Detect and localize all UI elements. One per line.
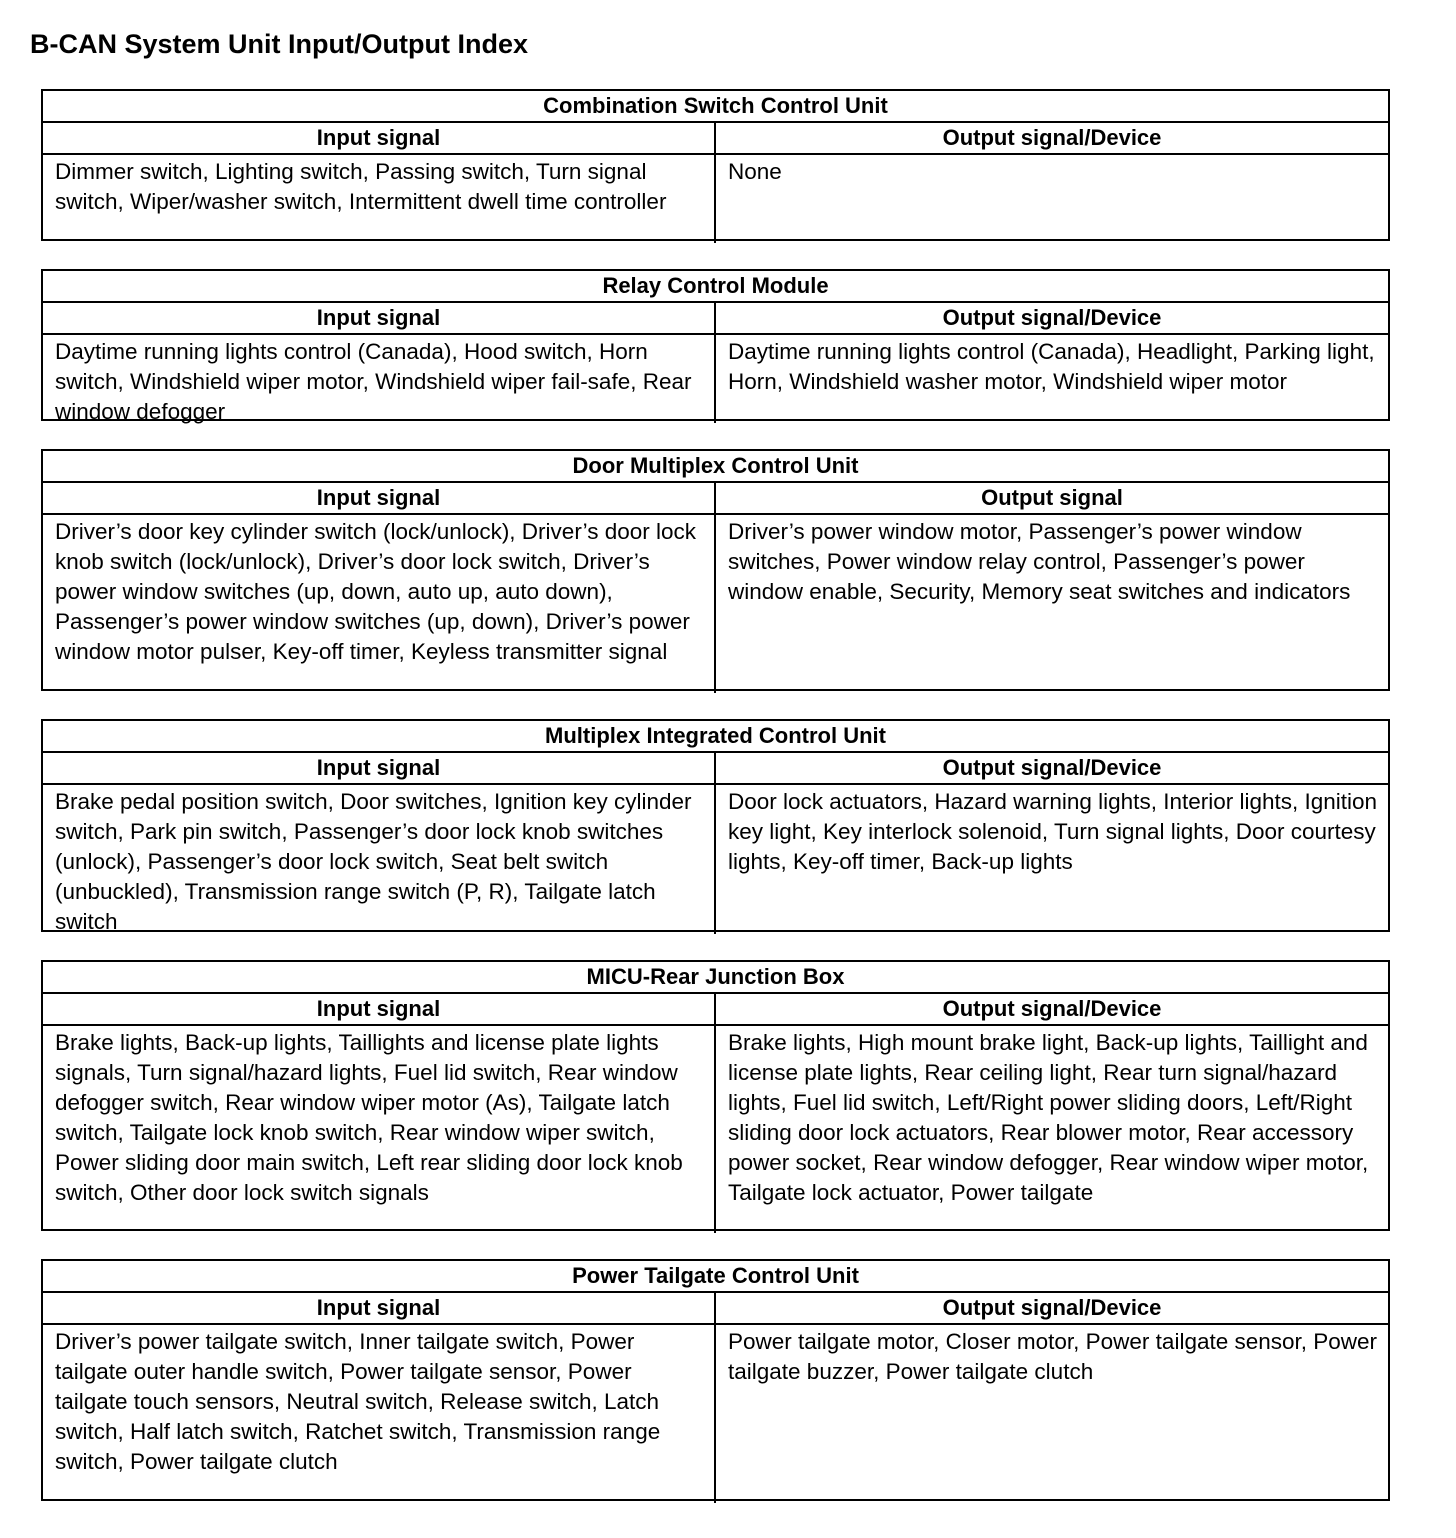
unit-title: Combination Switch Control Unit bbox=[43, 91, 1388, 123]
output-signal-header: Output signal bbox=[981, 485, 1123, 510]
page-title: B-CAN System Unit Input/Output Index bbox=[30, 29, 528, 59]
output-signal-header: Output signal/Device bbox=[942, 305, 1162, 330]
input-signal-cell: Driver’s power tailgate switch, Inner tailgate switch, Power tailgate outer handle switch, Power tailgate sensor, Power tailgate touch sensors, Neutral switch, Release switch, Latch switch, Half latch switch, Ratchet switch, Transmission range switch, Power tailgate clutch bbox=[43, 1325, 716, 1503]
output-signal-cell: Door lock actuators, Hazard warning lights, Interior lights, Ignition key light, Key interlock solenoid, Turn signal lights, Door courtesy lights, Key-off timer, Back-up lights bbox=[728, 789, 1378, 874]
input-signal-cell: Daytime running lights control (Canada), Hood switch, Horn switch, Windshield wiper motor, Windshield wiper fail-safe, Rear window defogger bbox=[43, 335, 716, 423]
unit-table-power-tailgate bbox=[41, 1259, 1390, 1501]
output-signal-header: Output signal/Device bbox=[942, 125, 1162, 150]
unit-table-micu-rear-junction-box bbox=[41, 960, 1390, 1231]
unit-title: MICU-Rear Junction Box bbox=[43, 962, 1388, 994]
output-signal-cell: Daytime running lights control (Canada), Headlight, Parking light, Horn, Windshield washer motor, Windshield wiper motor bbox=[728, 339, 1375, 394]
unit-table-multiplex-integrated bbox=[41, 719, 1390, 932]
input-signal-header: Input signal bbox=[43, 753, 716, 783]
column-header-row bbox=[43, 994, 1388, 1026]
table-row bbox=[43, 515, 1388, 693]
unit-title: Door Multiplex Control Unit bbox=[43, 451, 1388, 483]
output-signal-header: Output signal/Device bbox=[942, 755, 1162, 780]
output-signal-header: Output signal/Device bbox=[942, 1295, 1162, 1320]
input-signal-header: Input signal bbox=[43, 303, 716, 333]
unit-table-relay-control-module bbox=[41, 269, 1390, 424]
table-row bbox=[43, 785, 1388, 934]
input-signal-cell: Driver’s door key cylinder switch (lock/unlock), Driver’s door lock knob switch (lock/unlock), Driver’s door lock switch, Driver’s power window switches (up, down, auto up, auto down), Passenger’s power window switches (up, down), Driver’s power window motor pulser, Key-off timer, Keyless transmitter signal bbox=[43, 515, 716, 693]
table-row bbox=[43, 335, 1388, 423]
input-signal-cell: Brake lights, Back-up lights, Taillights and license plate lights signals, Turn signal/hazard lights, Fuel lid switch, Rear window defogger switch, Rear window wiper motor (As), Tailgate latch switch, Tailgate lock knob switch, Rear window wiper switch, Power sliding door main switch, Left rear sliding door lock knob switch, Other door lock switch signals bbox=[43, 1026, 716, 1233]
input-signal-cell: Brake pedal position switch, Door switches, Ignition key cylinder switch, Park pin switch, Passenger’s door lock knob switches (unlock), Passenger’s door lock switch, Seat belt switch (unbuckled), Transmission range switch (P, R), Tailgate latch switch bbox=[43, 785, 716, 934]
output-signal-cell: None bbox=[728, 159, 782, 184]
input-signal-cell: Dimmer switch, Lighting switch, Passing switch, Turn signal switch, Wiper/washer switch, Intermittent dwell time controller bbox=[43, 155, 716, 243]
input-signal-header: Input signal bbox=[43, 994, 716, 1024]
output-signal-cell: Driver’s power window motor, Passenger’s power window switches, Power window relay control, Passenger’s power window enable, Security, Memory seat switches and indicators bbox=[728, 519, 1351, 604]
unit-title: Multiplex Integrated Control Unit bbox=[43, 721, 1388, 753]
unit-title: Relay Control Module bbox=[43, 271, 1388, 303]
output-signal-header: Output signal/Device bbox=[942, 996, 1162, 1021]
input-signal-header: Input signal bbox=[43, 123, 716, 153]
unit-table-combination-switch bbox=[41, 89, 1390, 241]
column-header-row bbox=[43, 303, 1388, 335]
column-header-row bbox=[43, 753, 1388, 785]
output-signal-cell: Brake lights, High mount brake light, Back-up lights, Taillight and license plate lights, Rear ceiling light, Rear turn signal/hazard lights, Fuel lid switch, Left/Right power sliding doors, Left/Right sliding door lock actuators, Rear blower motor, Rear accessory power socket, Rear window defogger, Rear window wiper motor, Tailgate lock actuator, Power tailgate bbox=[728, 1030, 1369, 1205]
column-header-row bbox=[43, 123, 1388, 155]
output-signal-cell: Power tailgate motor, Closer motor, Power tailgate sensor, Power tailgate buzzer, Power tailgate clutch bbox=[728, 1329, 1378, 1384]
table-row bbox=[43, 1026, 1388, 1233]
unit-title: Power Tailgate Control Unit bbox=[43, 1261, 1388, 1293]
column-header-row bbox=[43, 1293, 1388, 1325]
column-header-row bbox=[43, 483, 1388, 515]
table-row bbox=[43, 1325, 1388, 1503]
input-signal-header: Input signal bbox=[43, 1293, 716, 1323]
table-row bbox=[43, 155, 1388, 243]
input-signal-header: Input signal bbox=[43, 483, 716, 513]
unit-table-door-multiplex bbox=[41, 449, 1390, 691]
